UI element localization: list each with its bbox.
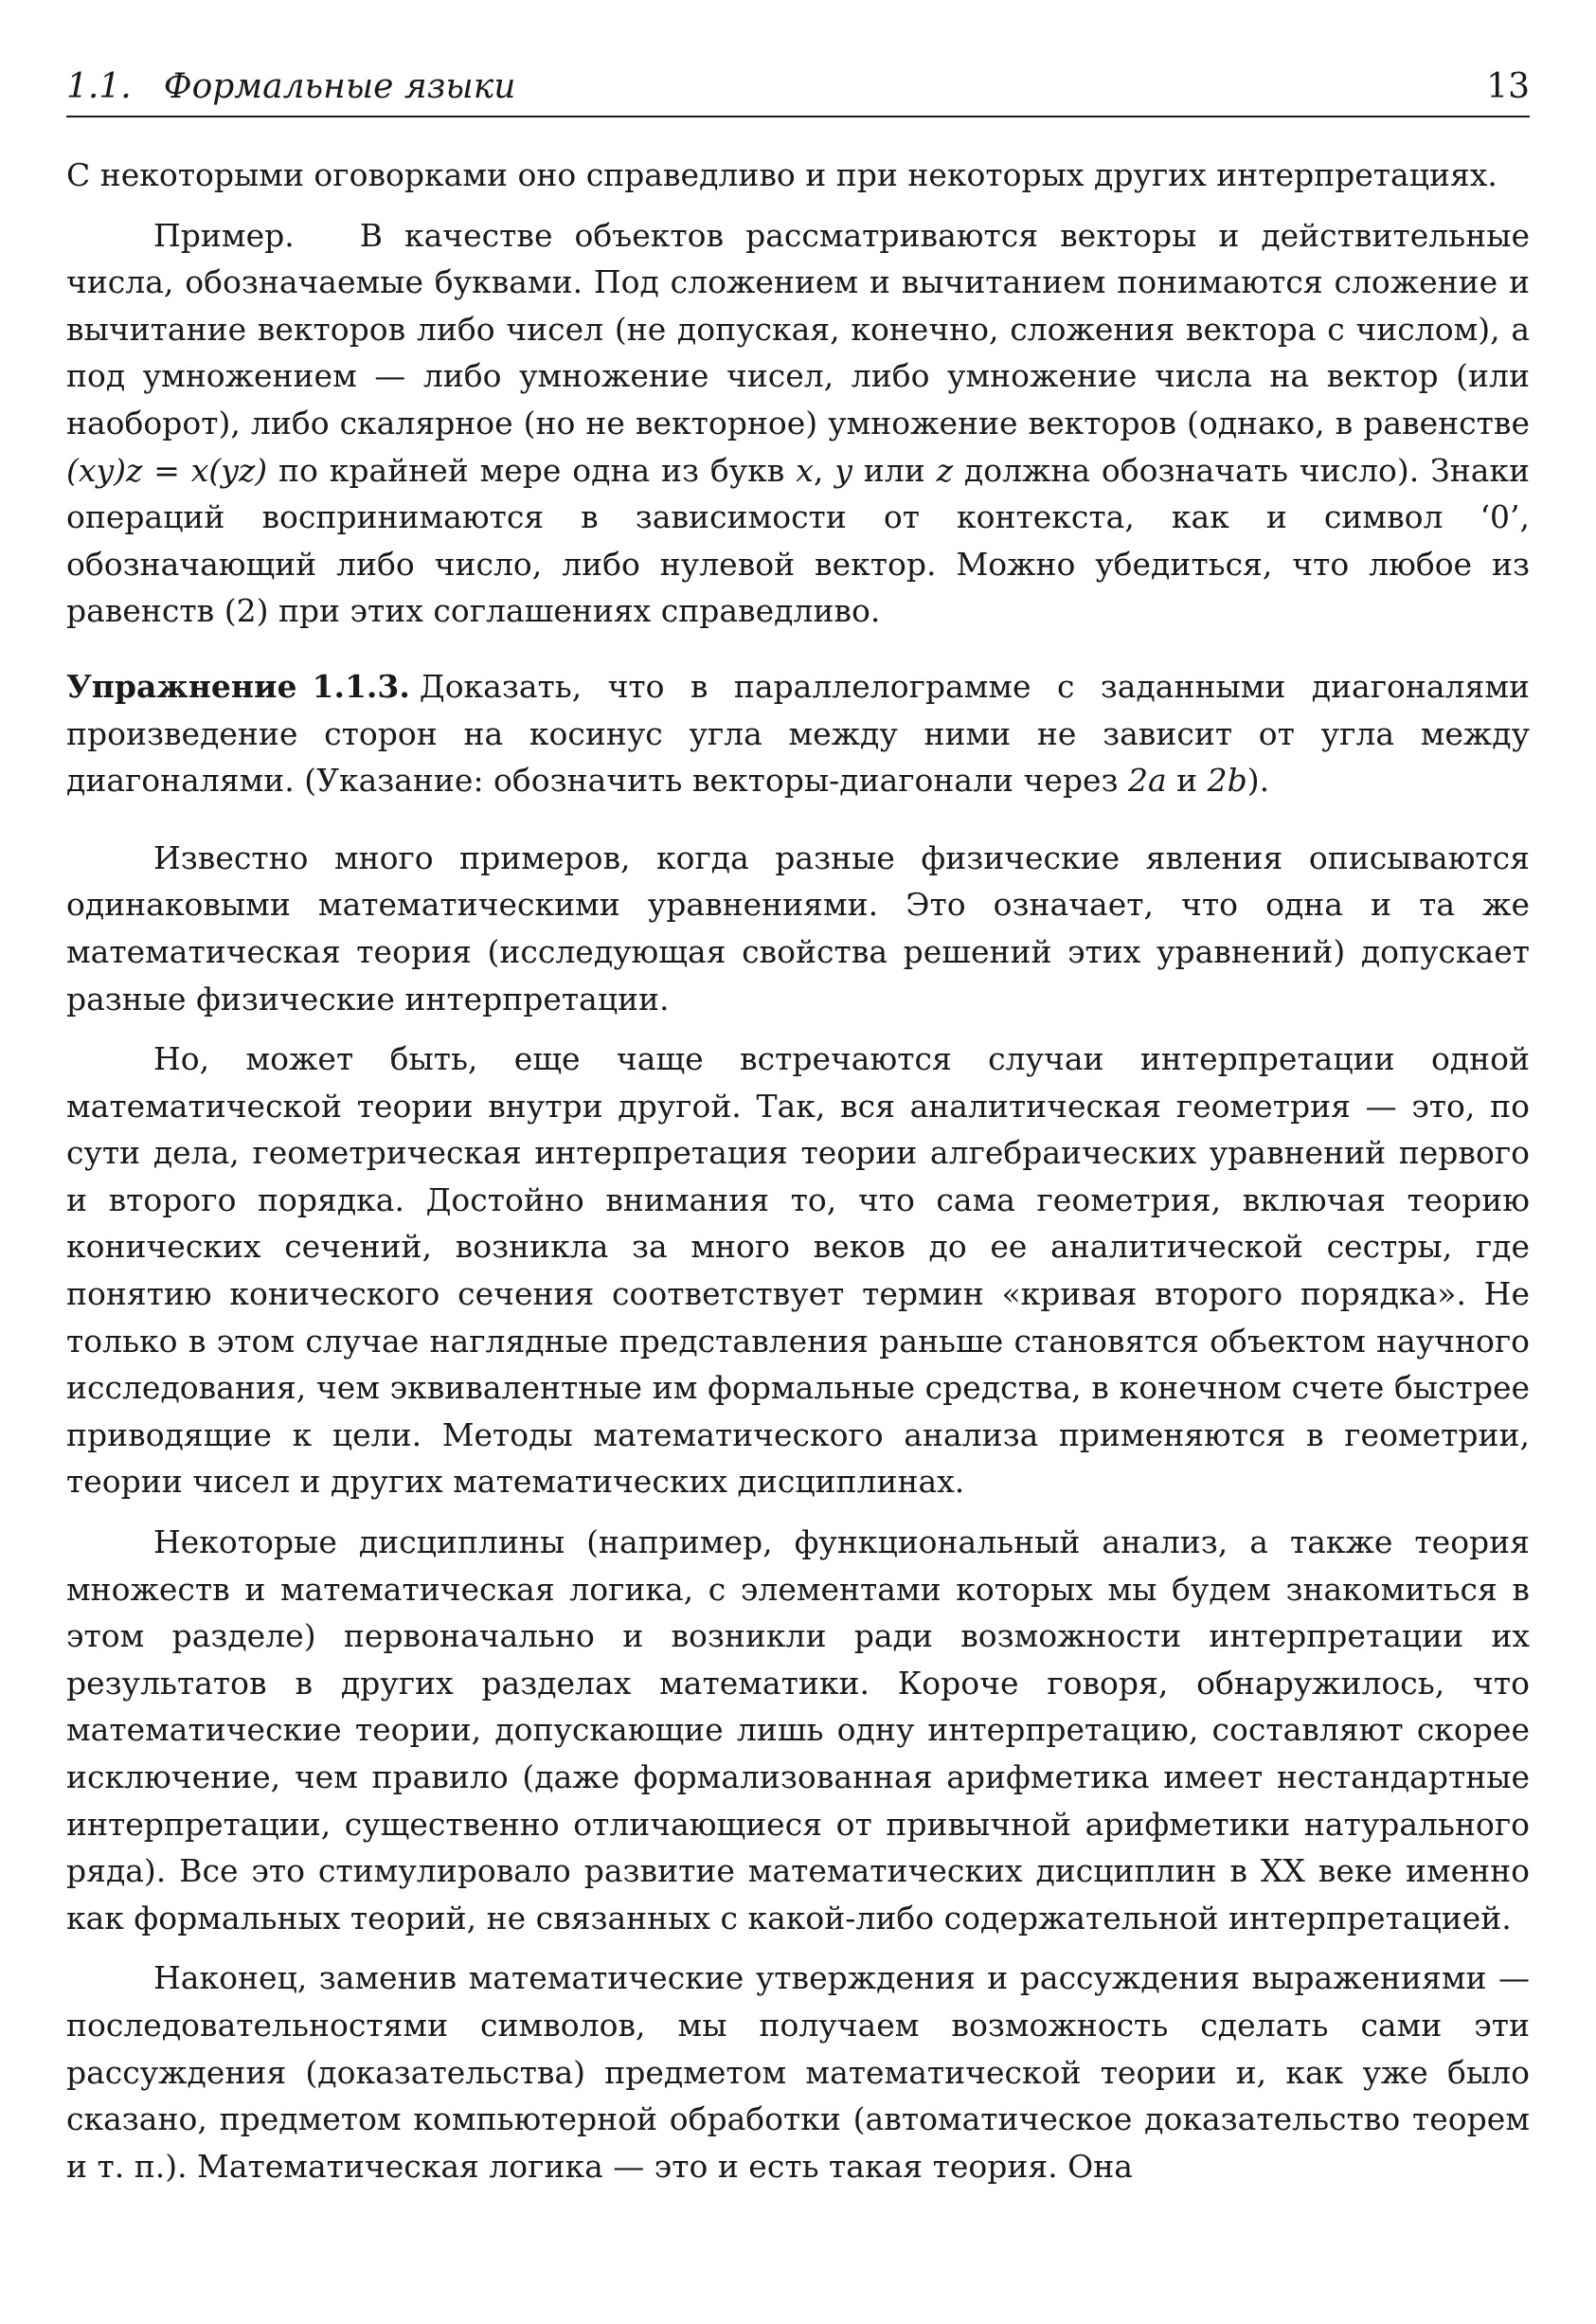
math-var-x: x [796, 451, 814, 489]
math-var-y: y [834, 451, 852, 489]
math-2b: 2b [1207, 762, 1247, 800]
math-associativity: (xy)z = x(yz) [66, 451, 268, 489]
paragraph-example [66, 212, 1530, 635]
section-number: 1.1. [66, 67, 132, 106]
exercise-text: и [1166, 762, 1208, 800]
section-title: Формальные языки [163, 67, 516, 106]
example-text: , [813, 451, 835, 489]
example-text: или [852, 451, 937, 489]
example-text: В качестве объектов рассматриваются векторы и действительные числа, обозначаемые буквами. Под сложением и вычитанием понимаются сложение и вычитание векторов либо чисел (не допуская, конечно, сложения вектора с числом), а под умножением — либо умножение чисел, либо умножение числа на вектор (или наоборот), либо скалярное (но не векторное) умножение векторов (однако, в равенстве [66, 216, 1530, 441]
paragraph-physics: Известно много примеров, когда разные физические явления описываются одинаковыми математическими уравнениями. Это означает, что одна и та же математическая теория (исследующая свойства решений этих уравнений) допускает разные физические интерпретации. [66, 838, 1530, 1018]
example-label: Пример. [153, 216, 295, 254]
math-var-z: z [936, 451, 954, 489]
math-2a: 2a [1128, 762, 1167, 800]
exercise-number: 1.1.3. [312, 667, 410, 705]
paragraph-logic: Наконец, заменив математические утверждения и рассуждения выражениями — последовательностями символов, мы получаем возможность сделать сами эти рассуждения (доказательства) предметом математической теории и, как уже было сказано, предметом компьютерной обработки (автоматическое доказательство теорем и т. п.). Математическая логика — это и есть такая теория. Она [66, 1959, 1530, 2185]
running-head-left [66, 59, 515, 116]
exercise-1-1-3 [66, 663, 1530, 804]
example-text: должна обозначать число). Знаки операций воспринимаются в зависимости от контекста, как и символ ‘0’, обозначающий либо число, либо нулевой вектор. Можно убедиться, что любое из равенств (2) при этих соглашениях справедливо. [66, 451, 1530, 630]
exercise-heading: Упражнение [66, 667, 297, 705]
body-text [66, 152, 1530, 2189]
paragraph-geometry: Но, может быть, еще чаще встречаются случаи интерпретации одной математической теории внутри другой. Так, вся аналитическая геометрия — это, по сути дела, геометрическая интерпретация теории алгебраических уравнений первого и второго порядка. Достойно внимания то, что сама геометрия, включая теорию конических сечений, возникла за много веков до ее аналитической сестры, где понятию конического сечения соответствует термин «кривая второго порядка». Не только в этом случае наглядные представления раньше становятся объектом научного исследования, чем эквивалентные им формальные средства, в конечном счете быстрее приводящие к цели. Методы математического анализа применяются в геометрии, теории чисел и других математических дисциплинах. [66, 1040, 1530, 1501]
exercise-text: ). [1246, 762, 1270, 800]
paragraph-continuation: С некоторыми оговорками оно справедливо и при некоторых других интерпретациях. [66, 156, 1497, 193]
paragraph-disciplines: Некоторые дисциплины (например, функциональный анализ, а также теория множеств и математическая логика, с элементами которых мы будем знакомиться в этом разделе) первоначально и возникли ради возможности интерпретации их результатов в других разделах математики. Короче говоря, обнаружилось, что математические теории, допускающие лишь одну интерпретацию, составляют скорее исключение, чем правило (даже формализованная арифметика имеет нестандартные интерпретации, существенно отличающиеся от привычной арифметики натурального ряда). Все это стимулировало развитие математических дисциплин в XX веке именно как формальных теорий, не связанных с какой-либо содержательной интерпретацией. [66, 1523, 1530, 1937]
exercise-text: Доказать, что в параллелограмме с заданными диагоналями произведение сторон на косинус угла между ними не зависит от угла между диагоналями. (Указание: обозначить векторы-диагонали через [66, 667, 1530, 800]
running-head [66, 59, 1530, 117]
example-text: по крайней мере одна из букв [267, 451, 797, 489]
page-number: 13 [1486, 67, 1530, 106]
